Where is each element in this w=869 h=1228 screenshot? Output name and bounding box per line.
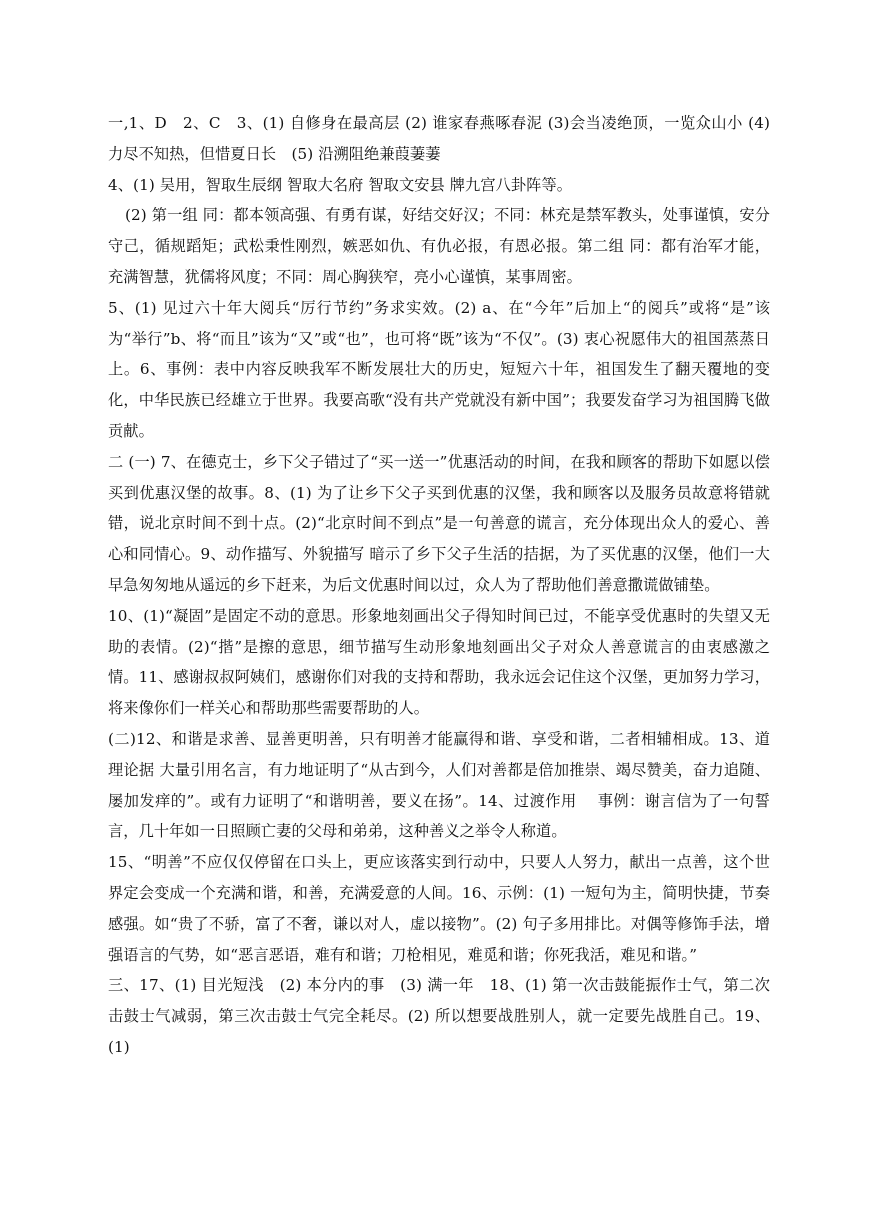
- paragraph-item-4-part-1: 4、(1) 吴用，智取生辰纲 智取大名府 智取文安县 牌九宫八卦阵等。: [108, 175, 573, 194]
- paragraph-section-three-items-17-19: 三、17、(1) 目光短浅 (2) 本分内的事 (3) 满一年 18、(1) 第一次击鼓能振作士气，第二次击鼓士气减弱，第三次击鼓士气完全耗尽。(2) 所以想要战胜别人，就一定要先战胜自己。19、(1): [108, 976, 770, 1056]
- answer-key-text: [108, 108, 770, 1063]
- paragraph-item-4-part-2: (2) 第一组 同：都本领高强、有勇有谋，好结交好汉；不同：林充是禁军教头，处事谨慎，安分守己，循规蹈矩；武松秉性刚烈，嫉恶如仇、有仇必报，有恩必报。第二组 同：都有治军才能，充满智慧，犹儒将风度；不同：周心胸狭窄，亮小心谨慎，某事周密。: [108, 206, 770, 286]
- paragraph-items-10-11: 10、(1)“凝固”是固定不动的意思。形象地刻画出父子得知时间已过，不能享受优惠时的失望又无助的表情。(2)“揩”是擦的意思，细节描写生动形象地刻画出父子对众人善意谎言的由衷感激之情。11、感谢叔叔阿姨们，感谢你们对我的支持和帮助，我永远会记住这个汉堡，更加努力学习，将来像你们一样关心和帮助那些需要帮助的人。: [108, 606, 770, 718]
- paragraph-section-two-part-one-items-7-9: 二 (一) 7、在德克士，乡下父子错过了“买一送一”优惠活动的时间，在我和顾客的帮助下如愿以偿买到优惠汉堡的故事。8、(1) 为了让乡下父子买到优惠的汉堡，我和顾客以及服务员故意将错就错，说北京时间不到十点。(2)“北京时间不到点”是一句善意的谎言，充分体现出众人的爱心、善心和同情心。9、动作描写、外貌描写 暗示了乡下父子生活的拮据，为了买优惠的汉堡，他们一大早急匆匆地从遥远的乡下赶来，为后文优惠时间以过，众人为了帮助他们善意撒谎做铺垫。: [108, 452, 770, 594]
- paragraph-section-one-items-1-3: 一,1、D 2、C 3、(1) 自修身在最高层 (2) 谁家春燕啄春泥 (3)会当凌绝顶，一览众山小 (4) 力尽不知热，但惜夏日长 (5) 沿溯阻绝兼葭萋萋: [108, 114, 770, 163]
- paragraph-items-15-16: 15、“明善”不应仅仅停留在口头上，更应该落实到行动中，只要人人努力，献出一点善，这个世界定会变成一个充满和谐，和善，充满爱意的人间。16、示例：(1) 一短句为主，简明快捷，节奏感强。如“贵了不骄，富了不奢，谦以对人，虚以接物”。(2) 句子多用排比。对偶等修饰手法，增强语言的气势，如“恶言恶语，难有和谐；刀枪相见，难觅和谐；你死我活，难见和谐。”: [108, 853, 770, 964]
- paragraph-section-two-part-two-items-12-14: (二)12、和谐是求善、显善更明善，只有明善才能赢得和谐、享受和谐，二者相辅相成。13、道理论据 大量引用名言，有力地证明了“从古到今，人们对善都是倍加推崇、竭尽赞美，奋力追随、屡加发痒的”。或有力证明了“和谐明善，要义在扬”。14、过渡作用 事例：谢言信为了一句誓言，几十年如一日照顾亡妻的父母和弟弟，这种善义之举令人称道。: [108, 729, 770, 841]
- paragraph-items-5-6: 5、(1) 见过六十年大阅兵“厉行节约”务求实效。(2) a、在“今年”后加上“的阅兵”或将“是”该为“举行”b、将“而且”该为“又”或“也”，也可将“既”该为“不仅”。(3) 衷心祝愿伟大的祖国蒸蒸日上。6、事例：表中内容反映我军不断发展壮大的历史，短短六十年，祖国发生了翻天覆地的变化，中华民族已经雄立于世界。我要高歌“没有共产党就没有新中国”；我要发奋学习为祖国腾飞做贡献。: [108, 298, 770, 440]
